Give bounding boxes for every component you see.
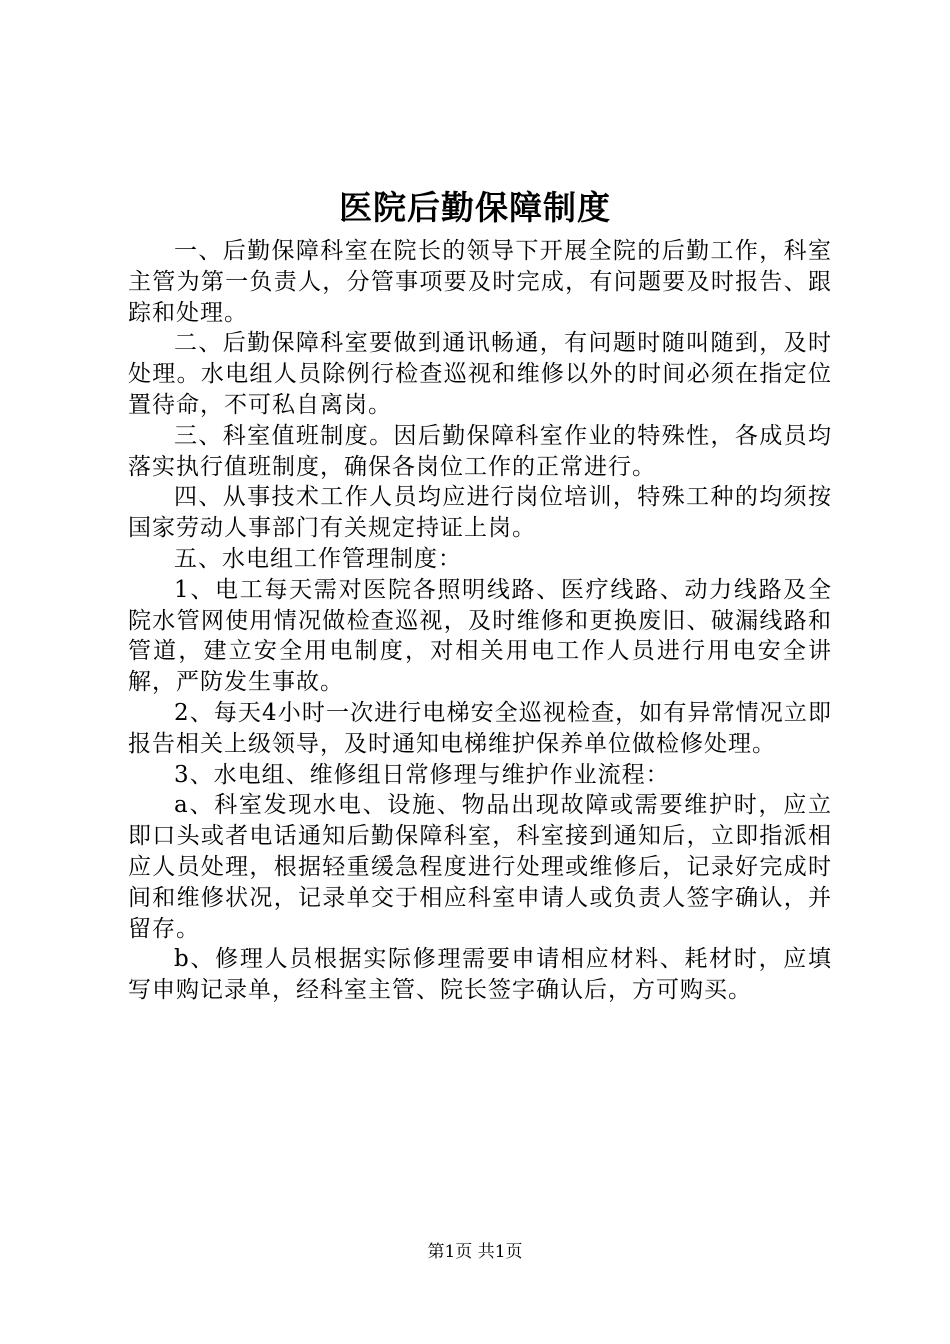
- paragraph-10: b、修理人员根据实际修理需要申请相应材料、耗材时，应填写申购记录单，经科室主管、院长签字确认后，方可购买。: [128, 946, 832, 1004]
- paragraph-2: 二、后勤保障科室要做到通讯畅通，有问题时随叫随到，及时处理。水电组人员除例行检查巡视和维修以外的时间必须在指定位置待命，不可私自离岗。: [128, 330, 832, 418]
- paragraph-7: 2、每天4小时一次进行电梯安全巡视检查，如有异常情况立即报告相关上级领导，及时通知电梯维护保养单位做检修处理。: [128, 699, 832, 757]
- document-body: [128, 236, 832, 1006]
- paragraph-8: 3、水电组、维修组日常修理与维护作业流程：: [174, 761, 670, 788]
- paragraph-6: 1、电工每天需对医院各照明线路、医疗线路、动力线路及全院水管网使用情况做检查巡视，及时维修和更换废旧、破漏线路和管道，建立安全用电制度，对相关用电工作人员进行用电安全讲解，严防发生事故。: [128, 576, 832, 696]
- paragraph-5: 五、水电组工作管理制度：: [174, 545, 462, 572]
- document-title: 医院后勤保障制度: [339, 188, 611, 227]
- paragraph-3: 三、科室值班制度。因后勤保障科室作业的特殊性，各成员均落实执行值班制度，确保各岗位工作的正常进行。: [128, 422, 832, 480]
- paragraph-4: 四、从事技术工作人员均应进行岗位培训，特殊工种的均须按国家劳动人事部门有关规定持证上岗。: [128, 484, 832, 542]
- page-footer: 第1页 共1页: [427, 1242, 523, 1262]
- paragraph-9: a、科室发现水电、设施、物品出现故障或需要维护时，应立即口头或者电话通知后勤保障科室，科室接到通知后，立即指派相应人员处理，根据轻重缓急程度进行处理或维修后，记录好完成时间和维修状况，记录单交于相应科室申请人或负责人签字确认，并留存。: [128, 792, 832, 942]
- paragraph-1: 一、后勤保障科室在院长的领导下开展全院的后勤工作，科室主管为第一负责人，分管事项要及时完成，有问题要及时报告、跟踪和处理。: [128, 238, 832, 326]
